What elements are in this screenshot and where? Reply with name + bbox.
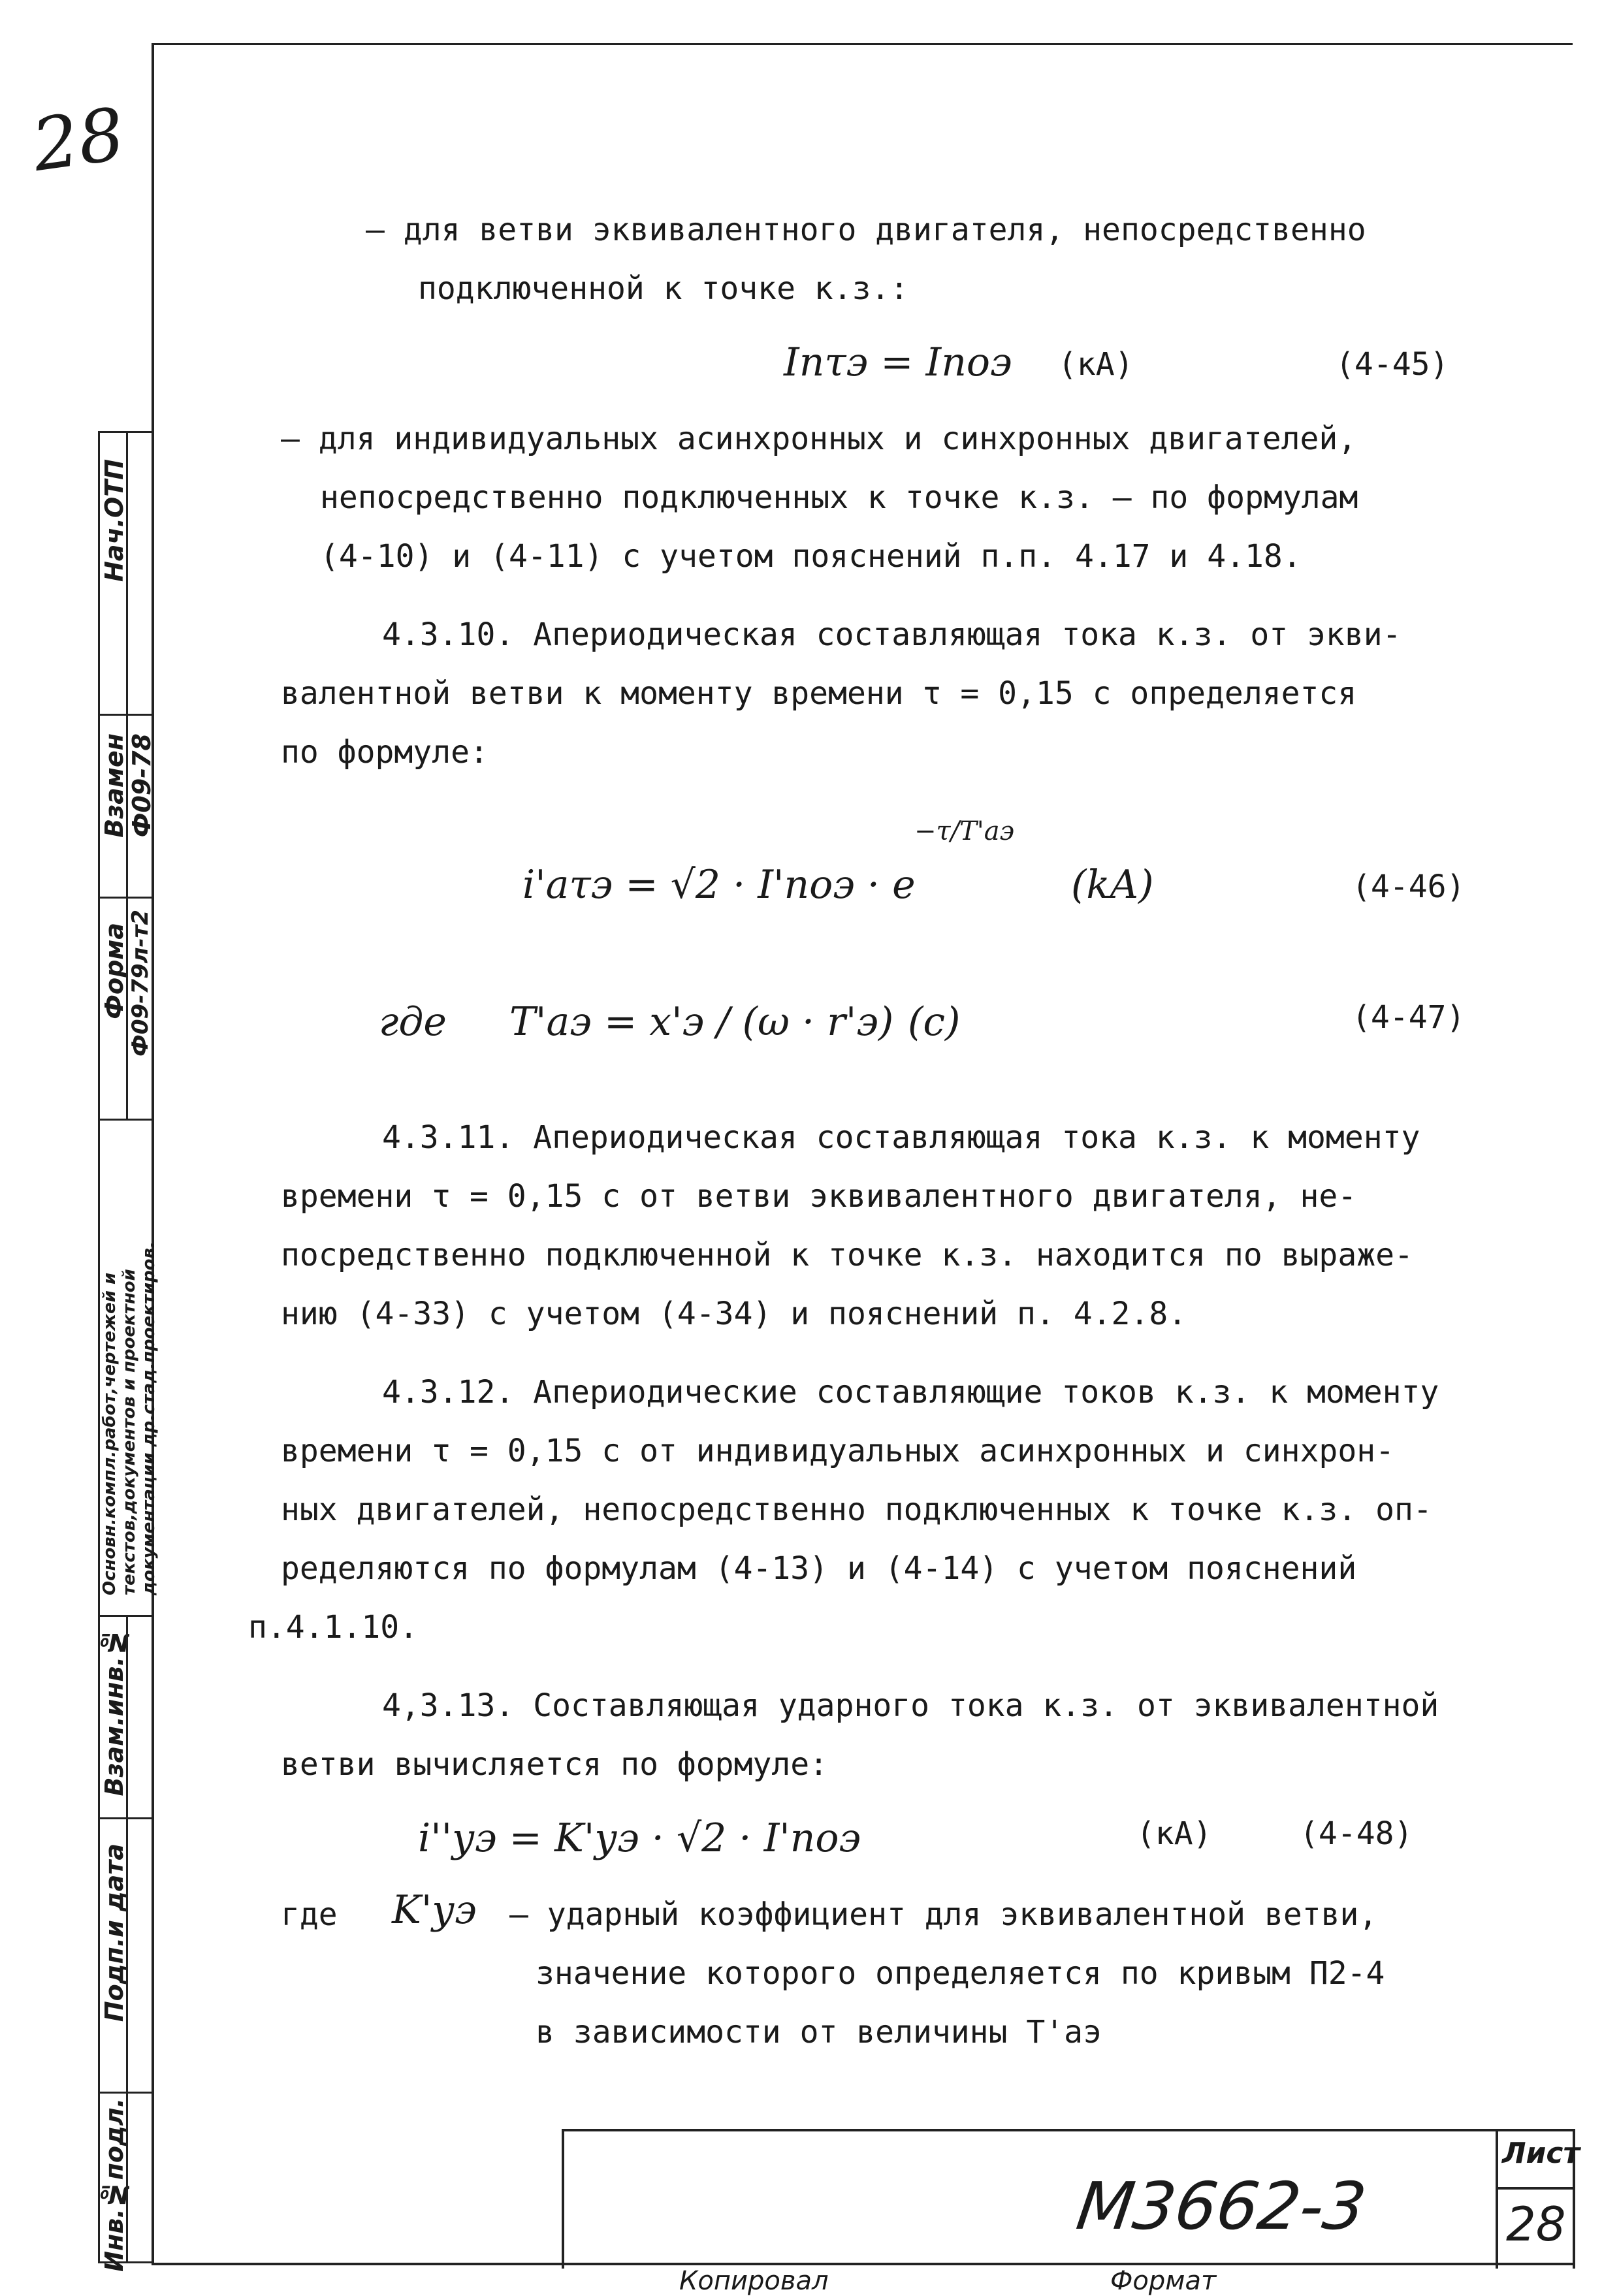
formula-unit: (кА) xyxy=(1058,346,1134,383)
side-label-inv-podl: Инв.№подл. xyxy=(100,2098,129,2272)
text-line: 4.3.11. Апериодическая составляющая тока к.з. к моменту xyxy=(382,1119,1420,1156)
side-value-forma: Ф09-79л-т2 xyxy=(127,910,153,1057)
side-cell-forma xyxy=(100,897,153,1121)
side-cell-nach-otp xyxy=(100,433,153,716)
formula-number: (4-46) xyxy=(1352,869,1466,905)
text-line: подключенной к точке к.з.: xyxy=(418,270,909,307)
text-line: значение которого определяется по кривым П2-4 xyxy=(536,1955,1385,1992)
sheet-box xyxy=(1496,2129,1580,2269)
formula-4-48: i''уэ = K'уэ · √2 · I'поэ xyxy=(418,1815,861,1861)
formula-unit: (kA) xyxy=(1071,862,1154,908)
side-label-vzamen: Взамен xyxy=(100,733,129,838)
text-line: (4-10) и (4-11) с учетом пояснений п.п. 4.17 и 4.18. xyxy=(320,538,1302,575)
side-cell-osnovn xyxy=(100,1119,159,1617)
copied-label: Копировал xyxy=(679,2266,829,2296)
format-label: Формат xyxy=(1110,2266,1217,2296)
text-where: где xyxy=(281,1896,338,1933)
sheet-number: 28 xyxy=(1506,2197,1566,2252)
sheet-label: Лист xyxy=(1502,2137,1580,2170)
side-label-forma: Форма xyxy=(100,923,129,1019)
text-line: 4,3.13. Составляющая ударного тока к.з. от эквивалентной xyxy=(382,1687,1439,1724)
side-cell-vzam-inv xyxy=(100,1615,153,1819)
formula-number: (4-45) xyxy=(1336,346,1449,383)
text-line: – для ветви эквивалентного двигателя, непосредственно xyxy=(366,212,1366,248)
formula-4-45: Iпτэ = Iпоэ xyxy=(784,340,1012,385)
text-line: – для индивидуальных асинхронных и синхронных двигателей, xyxy=(281,421,1357,457)
side-cell-podp-data xyxy=(100,1817,153,2094)
text-line: по формуле: xyxy=(281,734,489,771)
side-label-osnovn: Основн.компл.работ,чертежей и текстов,документов и проектной документации др.стад.проектиров. xyxy=(100,1241,159,1595)
formula-4-46: i'aτэ = √2 · I'поэ · e xyxy=(522,862,916,908)
text-line: ределяются по формулам (4-13) и (4-14) с учетом пояснений xyxy=(281,1550,1357,1587)
formula-exponent: −τ/T'aэ xyxy=(914,816,1015,846)
formula-where: где xyxy=(379,999,447,1045)
side-value-vzamen: Ф09-78 xyxy=(127,733,156,838)
text-line: – ударный коэффициент для эквивалентной ветви, xyxy=(509,1896,1378,1933)
side-label-nach-otp: Нач.ОТП xyxy=(100,459,129,582)
text-line: ветви вычисляется по формуле: xyxy=(281,1746,829,1783)
text-line: нию (4-33) с учетом (4-34) и пояснений п. 4.2.8. xyxy=(281,1296,1187,1332)
text-line: п.4.1.10. xyxy=(248,1609,419,1646)
text-line: посредственно подключенной к точке к.з. находится по выраже- xyxy=(281,1237,1413,1273)
text-line: 4.3.10. Апериодическая составляющая тока к.з. от экви- xyxy=(382,616,1402,653)
text-line: времени τ = 0,15 с от индивидуальных асинхронных и синхрон- xyxy=(281,1433,1395,1469)
formula-4-47: T'aэ = x'э / (ω · r'э) xyxy=(509,999,894,1045)
document-code: М3662-3 xyxy=(1072,2168,1371,2244)
formula-number: (4-47) xyxy=(1352,999,1466,1036)
side-cell-inv-podl xyxy=(100,2092,153,2272)
side-stamp xyxy=(98,431,159,2272)
formula-unit: (c) xyxy=(908,999,961,1045)
handwritten-page-number: 28 xyxy=(27,91,130,188)
text-line: ных двигателей, непосредственно подключенных к точке к.з. оп- xyxy=(281,1491,1432,1528)
text-line: времени τ = 0,15 с от ветви эквивалентного двигателя, не- xyxy=(281,1178,1357,1215)
formula-unit: (кА) xyxy=(1136,1815,1212,1852)
side-label-podp-data: Подп.и дата xyxy=(100,1843,129,2022)
side-label-vzam-inv: Взам.инв.№ xyxy=(100,1628,129,1796)
sheet-divider xyxy=(1498,2187,1573,2190)
text-line: в зависимости от величины T'aэ xyxy=(536,2014,1102,2050)
text-line: валентной ветви к моменту времени τ = 0,15 с определяется xyxy=(281,675,1357,712)
text-line: 4.3.12. Апериодические составляющие токов к.з. к моменту xyxy=(382,1374,1439,1411)
formula-symbol: K'уэ xyxy=(392,1887,477,1933)
text-line: непосредственно подключенных к точке к.з. – по формулам xyxy=(320,479,1358,516)
formula-number: (4-48) xyxy=(1300,1815,1413,1852)
side-cell-vzamen xyxy=(100,714,156,899)
